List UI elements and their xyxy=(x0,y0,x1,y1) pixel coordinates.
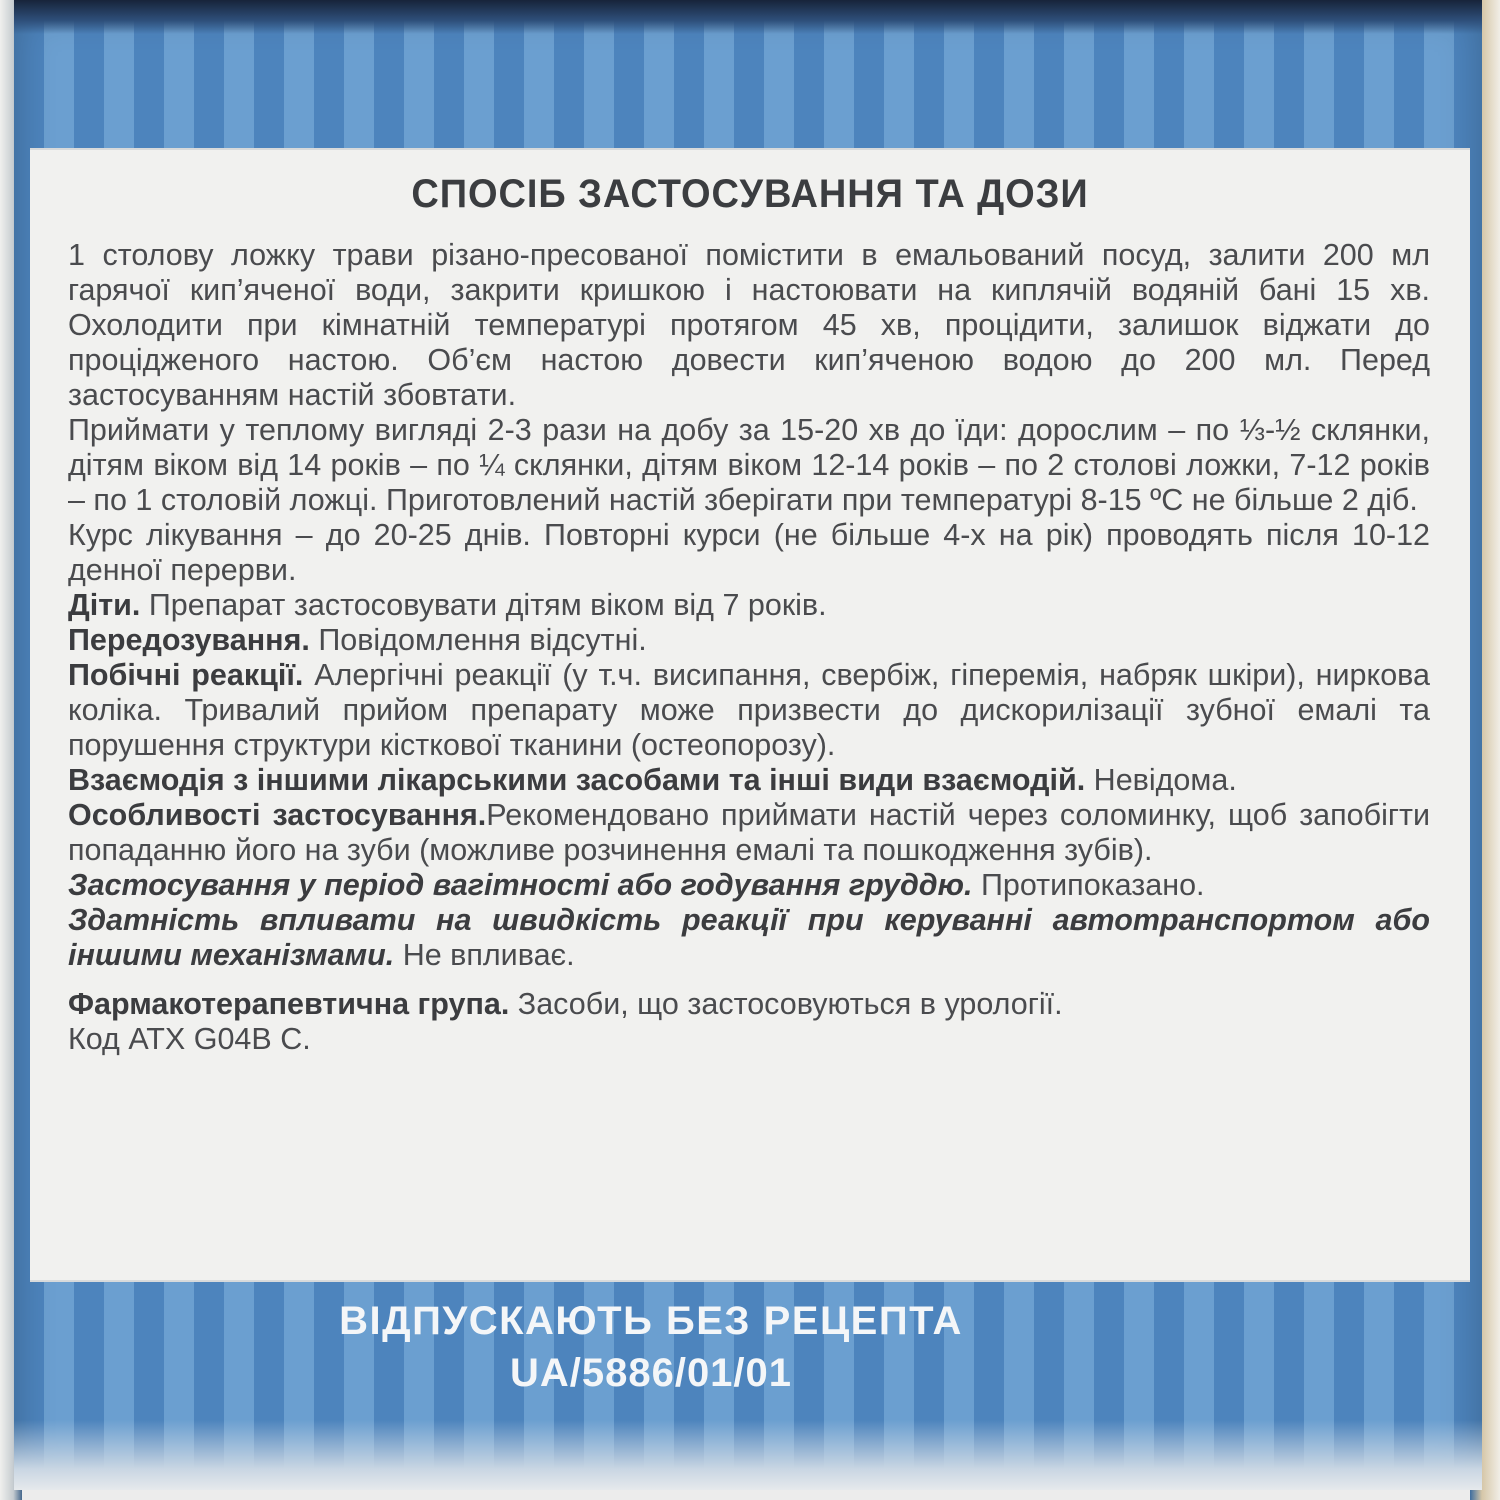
pregnancy-label: Застосування у період вагітності або годування груддю. xyxy=(68,868,973,902)
features-text: Рекомендовано приймати настій через соломинку, щоб запобігти попаданню його на зуби (можливе розчинення емалі та пошкодження зубів). xyxy=(68,798,1430,867)
interactions-label: Взаємодія з іншими лікарськими засобами та інші види взаємодій. xyxy=(68,763,1086,797)
side-effects-label: Побічні реакції. xyxy=(68,658,304,692)
overdose-label: Передозування. xyxy=(68,623,310,657)
features-paragraph xyxy=(68,798,1430,868)
course-paragraph: Курс лікування – до 20-25 днів. Повторні курси (не більше 4-х на рік) проводять після 10-12 денної перерви. xyxy=(68,518,1430,587)
instructions-body xyxy=(68,238,1430,1057)
overdose-paragraph xyxy=(68,623,1430,658)
children-paragraph xyxy=(68,588,1430,623)
pregnancy-paragraph xyxy=(68,868,1430,903)
registration-number: UA/5886/01/01 xyxy=(509,1351,793,1395)
pharma-group-label: Фармакотерапевтична група. xyxy=(68,987,510,1021)
features-label: Особливості застосування. xyxy=(68,798,487,832)
pharma-group-paragraph xyxy=(68,987,1430,1022)
atc-code: Код АТХ G04B C. xyxy=(68,1022,311,1056)
box-bottom-edge xyxy=(14,1420,1482,1490)
overdose-text: Повідомлення відсутні. xyxy=(309,623,647,657)
children-text: Препарат застосовувати дітям віком від 7 років. xyxy=(140,588,827,622)
interactions-text: Невідома. xyxy=(1085,763,1237,797)
section-heading: СПОСІБ ЗАСТОСУВАННЯ ТА ДОЗИ xyxy=(411,172,1089,216)
driving-text: Не впливає. xyxy=(394,938,575,972)
box-top-edge xyxy=(14,0,1482,34)
driving-label: Здатність впливати на швидкість реакції при керуванні автотранспортом або іншими механізмами. xyxy=(68,903,1430,972)
pregnancy-text: Протипоказано. xyxy=(972,868,1205,902)
driving-paragraph xyxy=(68,903,1430,973)
box-footer xyxy=(0,1295,1302,1399)
children-label: Діти. xyxy=(68,588,141,622)
side-effects-paragraph xyxy=(68,658,1430,763)
dispense-notice: ВІДПУСКАЮТЬ БЕЗ РЕЦЕПТА xyxy=(339,1299,963,1343)
instructions-panel xyxy=(30,148,1470,1282)
side-effects-text: Алергічні реакції (у т.ч. висипання, свербіж, гіперемія, набряк шкіри), ниркова коліка. Тривалий прийом препарату може призвести до дискорилізації зубної емалі та порушення структури кісткової тканини (остеопорозу). xyxy=(68,658,1430,762)
dosage-paragraph: Приймати у теплому вигляді 2-3 рази на добу за 15-20 хв до їди: дорослим – по ⅓-½ склянки, дітям віком від 14 років – по ¼ склянки, дітям віком 12-14 років – по 2 столові ложки, 7-12 років – по 1 столовій ложці. Приготовлений настій зберігати при температурі 8-15 ºС не більше 2 діб. xyxy=(68,413,1430,517)
interactions-paragraph xyxy=(68,763,1430,798)
preparation-paragraph: 1 столову ложку трави різано-пресованої помістити в емальований посуд, залити 200 мл гарячої кип’яченої води, закрити кришкою і настоювати на киплячій водяній бані 15 хв. Охолодити при кімнатній температурі протягом 45 хв, процідити, залишок віджати до проціджeного настою. Об’єм настою довести кип’яченою водою до 200 мл. Перед застосуванням настій збовтати. xyxy=(68,238,1430,412)
pharma-group-text: Засоби, що застосовуються в урології. xyxy=(509,987,1063,1021)
